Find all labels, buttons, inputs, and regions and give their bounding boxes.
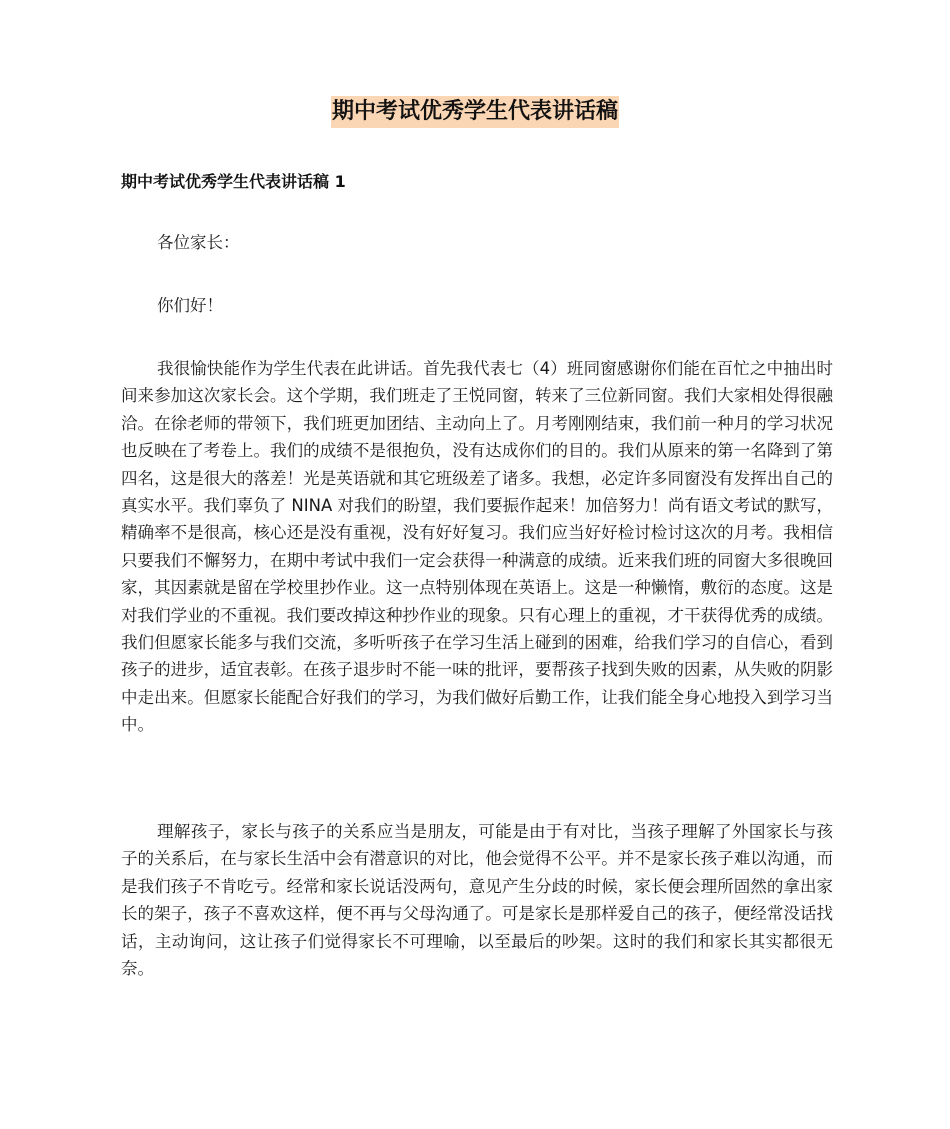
hello-paragraph: 你们好！ — [157, 296, 223, 315]
understanding-children-paragraph: 理解孩子，家长与孩子的关系应当是朋友，可能是由于有对比，当孩子理解了外国家长与孩子的关系后，在与家长生活中会有潜意识的对比，他会觉得不公平。并不是家长孩子难以沟通，而是我们孩子不肯吃亏。经常和家长说话没两句，意见产生分歧的时候，家长便会理所固然的拿出家长的架子，孩子不喜欢这样，便不再与父母沟通了。可是家长是那样爱自己的孩子，便经常没话找话，主动询问，这让孩子们觉得家长不可理喻，以至最后的吵架。这时的我们和家长其实都很无奈。 — [121, 822, 833, 979]
section-heading: 期中考试优秀学生代表讲话稿 1 — [121, 172, 346, 191]
speech-body-paragraph: 我很愉快能作为学生代表在此讲话。首先我代表七（4）班同窗感谢你们能在百忙之中抽出时间来参加这次家长会。这个学期，我们班走了王悦同窗，转来了三位新同窗。我们大家相处得很融洽。在徐老师的带领下，我们班更加团结、主动向上了。月考刚刚结束，我们前一种月的学习状况也反映在了考卷上。我们的成绩不是很抱负，没有达成你们的目的。我们从原来的第一名降到了第四名，这是很大的落差！光是英语就和其它班级差了诸多。我想，必定许多同窗没有发挥出自己的真实水平。我们辜负了 NINA 对我们的盼望，我们要振作起来！加倍努力！尚有语文考试的默写，精确率不是很高，核心还是没有重视，没有好好复习。我们应当好好检讨检讨这次的月考。我相信只要我们不懈努力，在期中考试中我们一定会获得一种满意的成绩。近来我们班的同窗大多很晚回家，其因素就是留在学校里抄作业。这一点特别体现在英语上。这是一种懒惰，敷衍的态度。这是对我们学业的不重视。我们要改掉这种抄作业的现象。只有心理上的重视，才干获得优秀的成绩。我们但愿家长能多与我们交流，多听听孩子在学习生活上碰到的困难，给我们学习的自信心，看到孩子的进步，适宜表彰。在孩子退步时不能一味的批评，要帮孩子找到失败的因素，从失败的阴影中走出来。但愿家长能配合好我们的学习，为我们做好后勤工作，让我们能全身心地投入到学习当中。 — [121, 359, 833, 735]
greeting-paragraph: 各位家长： — [157, 233, 240, 252]
title-container — [0, 96, 950, 128]
document-title: 期中考试优秀学生代表讲话稿 — [331, 96, 619, 128]
